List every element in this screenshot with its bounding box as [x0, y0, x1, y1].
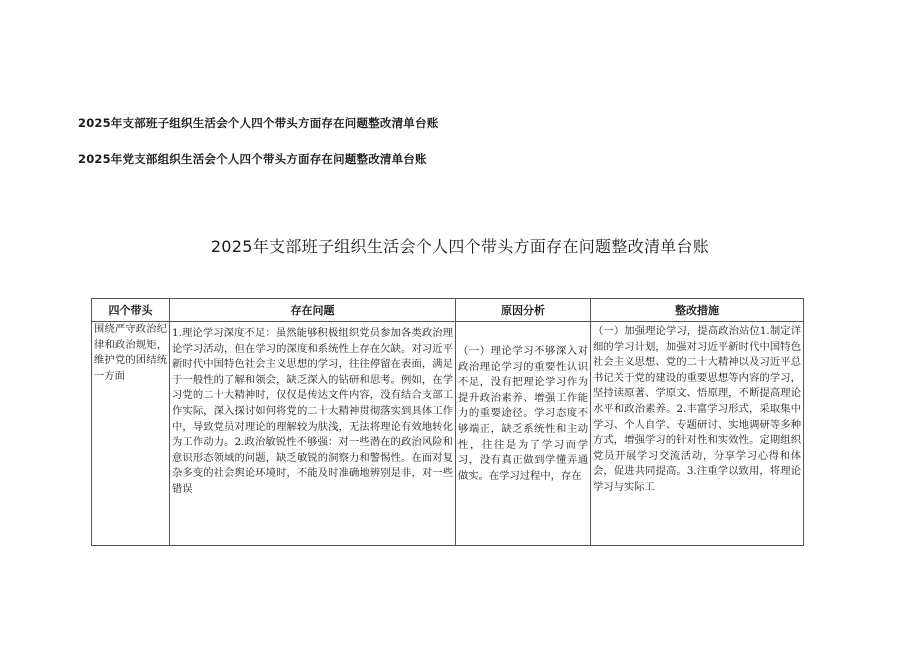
- document-heading-1: 2025年支部班子组织生活会个人四个带头方面存在问题整改清单台账: [78, 116, 439, 130]
- cell-existing-problems-text: 1.理论学习深度不足：虽然能够积极组织党员参加各类政治理论学习活动，但在学习的深度和系统性上存在欠缺。对习近平新时代中国特色社会主义思想的学习，往往停留在表面，满足于一般性的了解和领会，缺乏深入的钻研和思考。例如，在学习党的二十大精神时，仅仅是传达文件内容，没有结合支部工作实际，深入探讨如何将党的二十大精神贯彻落实到具体工作中，导致党员对理论的理解较为肤浅，无法将理论有效地转化为工作动力。2.政治敏锐性不够强：对一些潜在的政治风险和意识形态领域的问题，缺乏敏锐的洞察力和警惕性。在面对复杂多变的社会舆论环境时，不能及时准确地辨别是非，对一些错误: [172, 327, 453, 495]
- header-rectification-measures: 整改措施: [591, 299, 804, 322]
- cell-cause-analysis: [456, 322, 591, 546]
- header-cause-analysis: 原因分析: [456, 299, 591, 322]
- table-header-row: [92, 299, 804, 322]
- header-existing-problems: 存在问题: [170, 299, 456, 322]
- document-heading-2: 2025年党支部组织生活会个人四个带头方面存在问题整改清单台账: [78, 152, 427, 166]
- table-row: [92, 322, 804, 546]
- cell-rectification-measures-text: （一）加强理论学习，提高政治站位1.制定详细的学习计划，加强对习近平新时代中国特色社会主义思想、党的二十大精神以及习近平总书记关于党的建设的重要思想等内容的学习，坚持读原著、学原文、悟原理，不断提高理论水平和政治素养。2.丰富学习形式，采取集中学习、个人自学、专题研讨、实地调研等多种方式，增强学习的针对性和实效性。定期组织党员开展学习交流活动，分享学习心得和体会，促进共同提高。3.注重学以致用，将理论学习与实际工: [593, 325, 801, 493]
- cell-rectification-measures: [591, 322, 804, 546]
- header-four-leads: 四个带头: [92, 299, 170, 322]
- cell-four-leads: [92, 322, 170, 546]
- cell-four-leads-text: 围绕严守政治纪律和政治规矩，维护党的团结统一方面: [94, 323, 167, 382]
- cell-cause-analysis-text: （一）理论学习不够深入对政治理论学习的重要性认识不足，没有把理论学习作为提升政治素养、增强工作能力的重要途径。学习态度不够端正，缺乏系统性和主动性，往往是为了学习而学习，没有真正做到学懂弄通做实。在学习过程中，存在: [458, 345, 588, 482]
- cell-existing-problems: [170, 322, 456, 546]
- rectification-ledger-table: [91, 298, 804, 546]
- page-title: 2025年支部班子组织生活会个人四个带头方面存在问题整改清单台账: [210, 237, 710, 256]
